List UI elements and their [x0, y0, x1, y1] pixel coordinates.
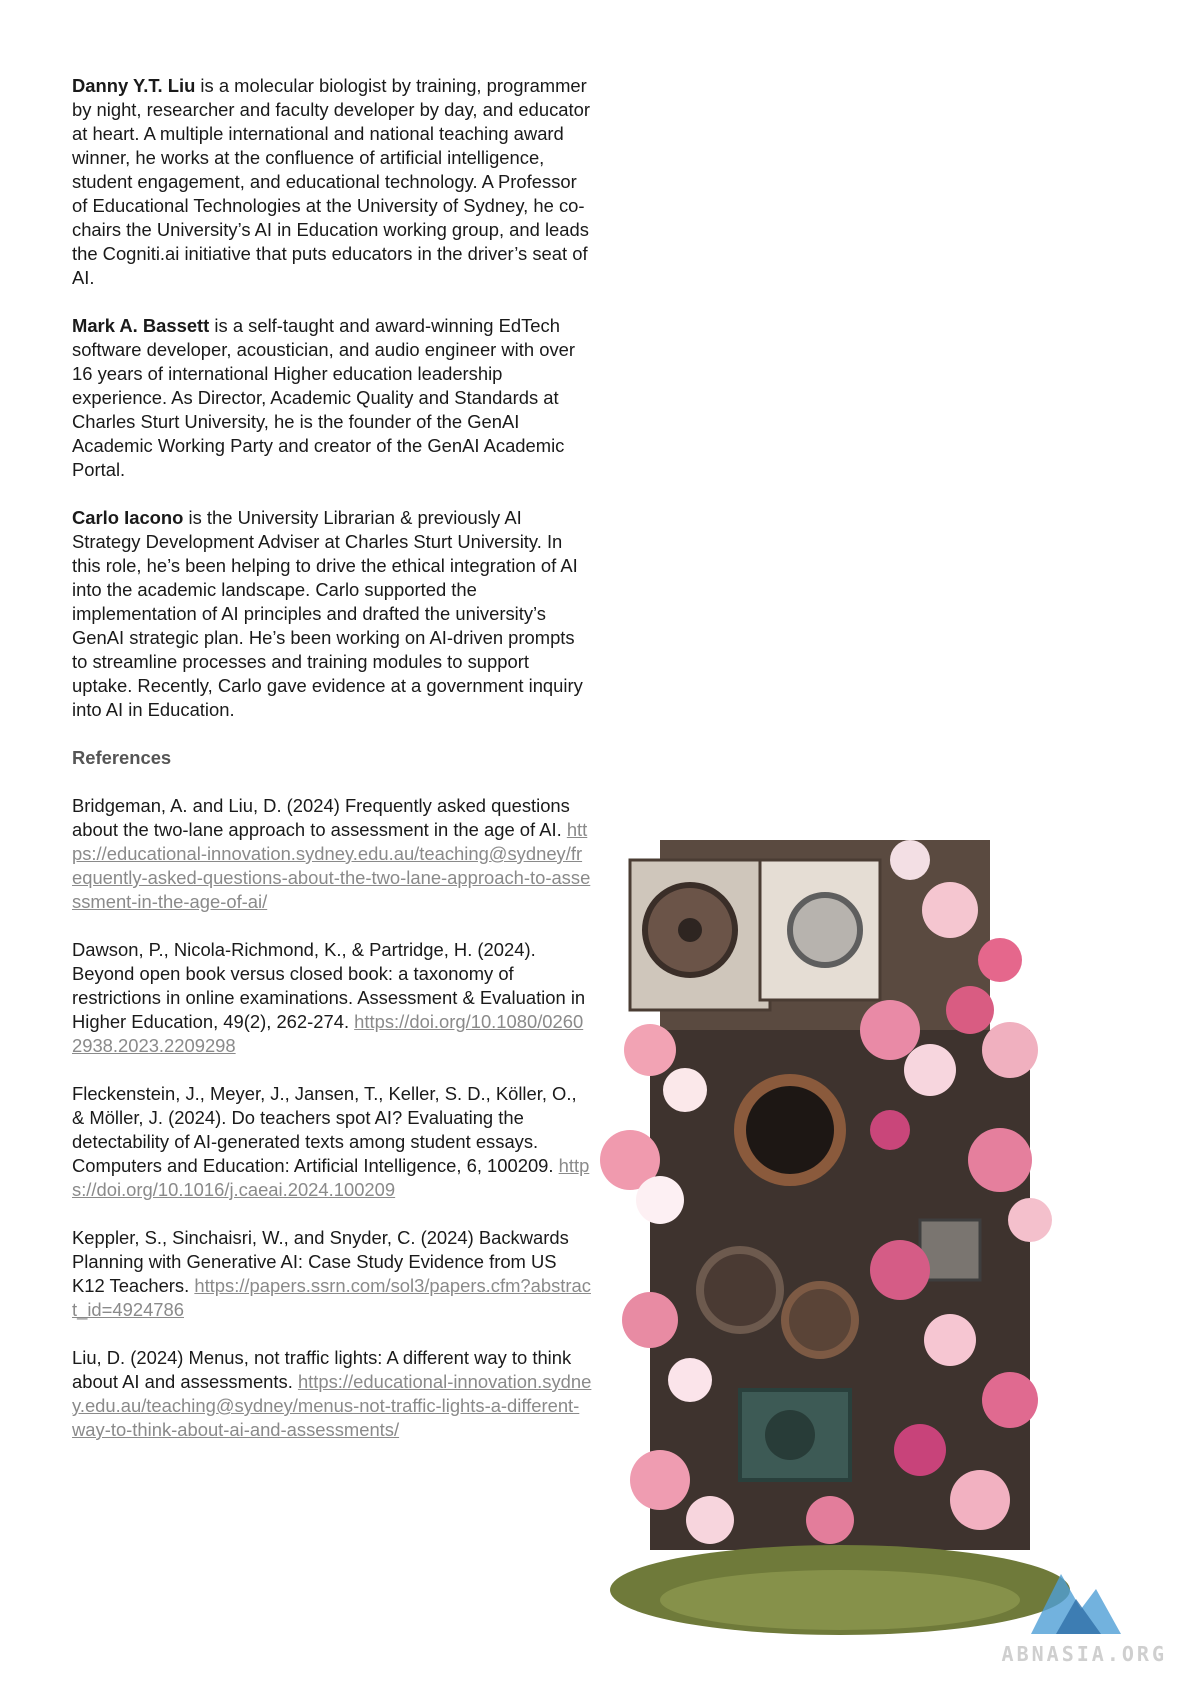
- bio-name: Mark A. Bassett: [72, 315, 210, 336]
- watermark-logo-icon: [1021, 1554, 1131, 1644]
- bio-text: is a molecular biologist by training, programmer by night, researcher and faculty developer by day, and educator at heart. A multiple international and national teaching award winner, he works at the confluence of artificial intelligence, student engagement, and educational technology. A Professor of Educational Technologies at the University of Sydney, he co-chairs the University’s AI in Education working group, and leads the Cogniti.ai initiative that puts educators in the driver’s seat of AI.: [72, 75, 590, 288]
- bio-text: is the University Librarian & previously AI Strategy Development Adviser at Charles Sturt University. In this role, he’s been helping to drive the ethical integration of AI into the academic landscape. Carlo supported the implementation of AI principles and drafted the university’s GenAI strategic plan. He’s been working on AI-driven prompts to streamline processes and training modules to support uptake. Recently, Carlo gave evidence at a government inquiry into AI in Education.: [72, 507, 583, 720]
- bio-text: is a self-taught and award-winning EdTech software developer, acoustician, and audio engineer with over 16 years of international Higher education leadership experience. As Director, Academic Quality and Standards at Charles Sturt University, he is the founder of the GenAI Academic Working Party and creator of the GenAI Academic Portal.: [72, 315, 575, 480]
- bio-danny-liu: [72, 74, 592, 290]
- reference-text: Keppler, S., Sinchaisri, W., and Snyder, C. (2024) Backwards Planning with Generative AI: Case Study Evidence from US K12 Teachers.: [72, 1227, 569, 1296]
- reference-text: Dawson, P., Nicola-Richmond, K., & Partridge, H. (2024). Beyond open book versus closed book: a taxonomy of restrictions in online examinations. Assessment & Evaluation in Higher Education, 49(2), 262-274.: [72, 939, 586, 1032]
- gear-wheel: [700, 1250, 780, 1330]
- reference-item: [72, 1226, 592, 1322]
- reference-link[interactable]: https://papers.ssrn.com/sol3/papers.cfm?abstract_id=4924786: [72, 1275, 591, 1320]
- dial: [790, 895, 860, 965]
- reference-link[interactable]: https://doi.org/10.1080/02602938.2023.2209298: [72, 1011, 584, 1056]
- porthole: [740, 1080, 840, 1180]
- reference-text: Bridgeman, A. and Liu, D. (2024) Frequently asked questions about the two-lane approach to assessment in the age of AI.: [72, 795, 570, 840]
- watermark: ABNASIA.ORG: [1001, 1642, 1167, 1666]
- reference-text: Fleckenstein, J., Meyer, J., Jansen, T., Keller, S. D., Köller, O., & Möller, J. (2024). Do teachers spot AI? Evaluating the detectability of AI-generated texts among student essays. Computers and Education: Artificial Intelligence, 6, 100209.: [72, 1083, 577, 1176]
- reference-item: [72, 938, 592, 1058]
- reference-link[interactable]: https://educational-innovation.sydney.edu.au/teaching@sydney/menus-not-traffic-lights-a-different-way-to-think-about-ai-and-assessments/: [72, 1371, 592, 1440]
- gear-wheel: [785, 1285, 855, 1355]
- reference-link[interactable]: https://doi.org/10.1016/j.caeai.2024.100209: [72, 1155, 590, 1200]
- machine-flowers-illustration: [590, 800, 1150, 1660]
- bio-carlo-iacono: [72, 506, 592, 722]
- references-heading: References: [72, 747, 172, 768]
- reference-link[interactable]: https://educational-innovation.sydney.edu.au/teaching@sydney/frequently-asked-questions-about-the-two-lane-approach-to-assessment-in-the-age-of-ai/: [72, 819, 591, 912]
- main-text-column: [72, 74, 592, 1466]
- reference-text: Liu, D. (2024) Menus, not traffic lights: A different way to think about AI and assessments.: [72, 1347, 572, 1392]
- bio-name: Danny Y.T. Liu: [72, 75, 196, 96]
- reference-item: [72, 1346, 592, 1442]
- bio-mark-bassett: [72, 314, 592, 482]
- reference-item: [72, 1082, 592, 1202]
- bio-name: Carlo Iacono: [72, 507, 184, 528]
- reference-item: [72, 794, 592, 914]
